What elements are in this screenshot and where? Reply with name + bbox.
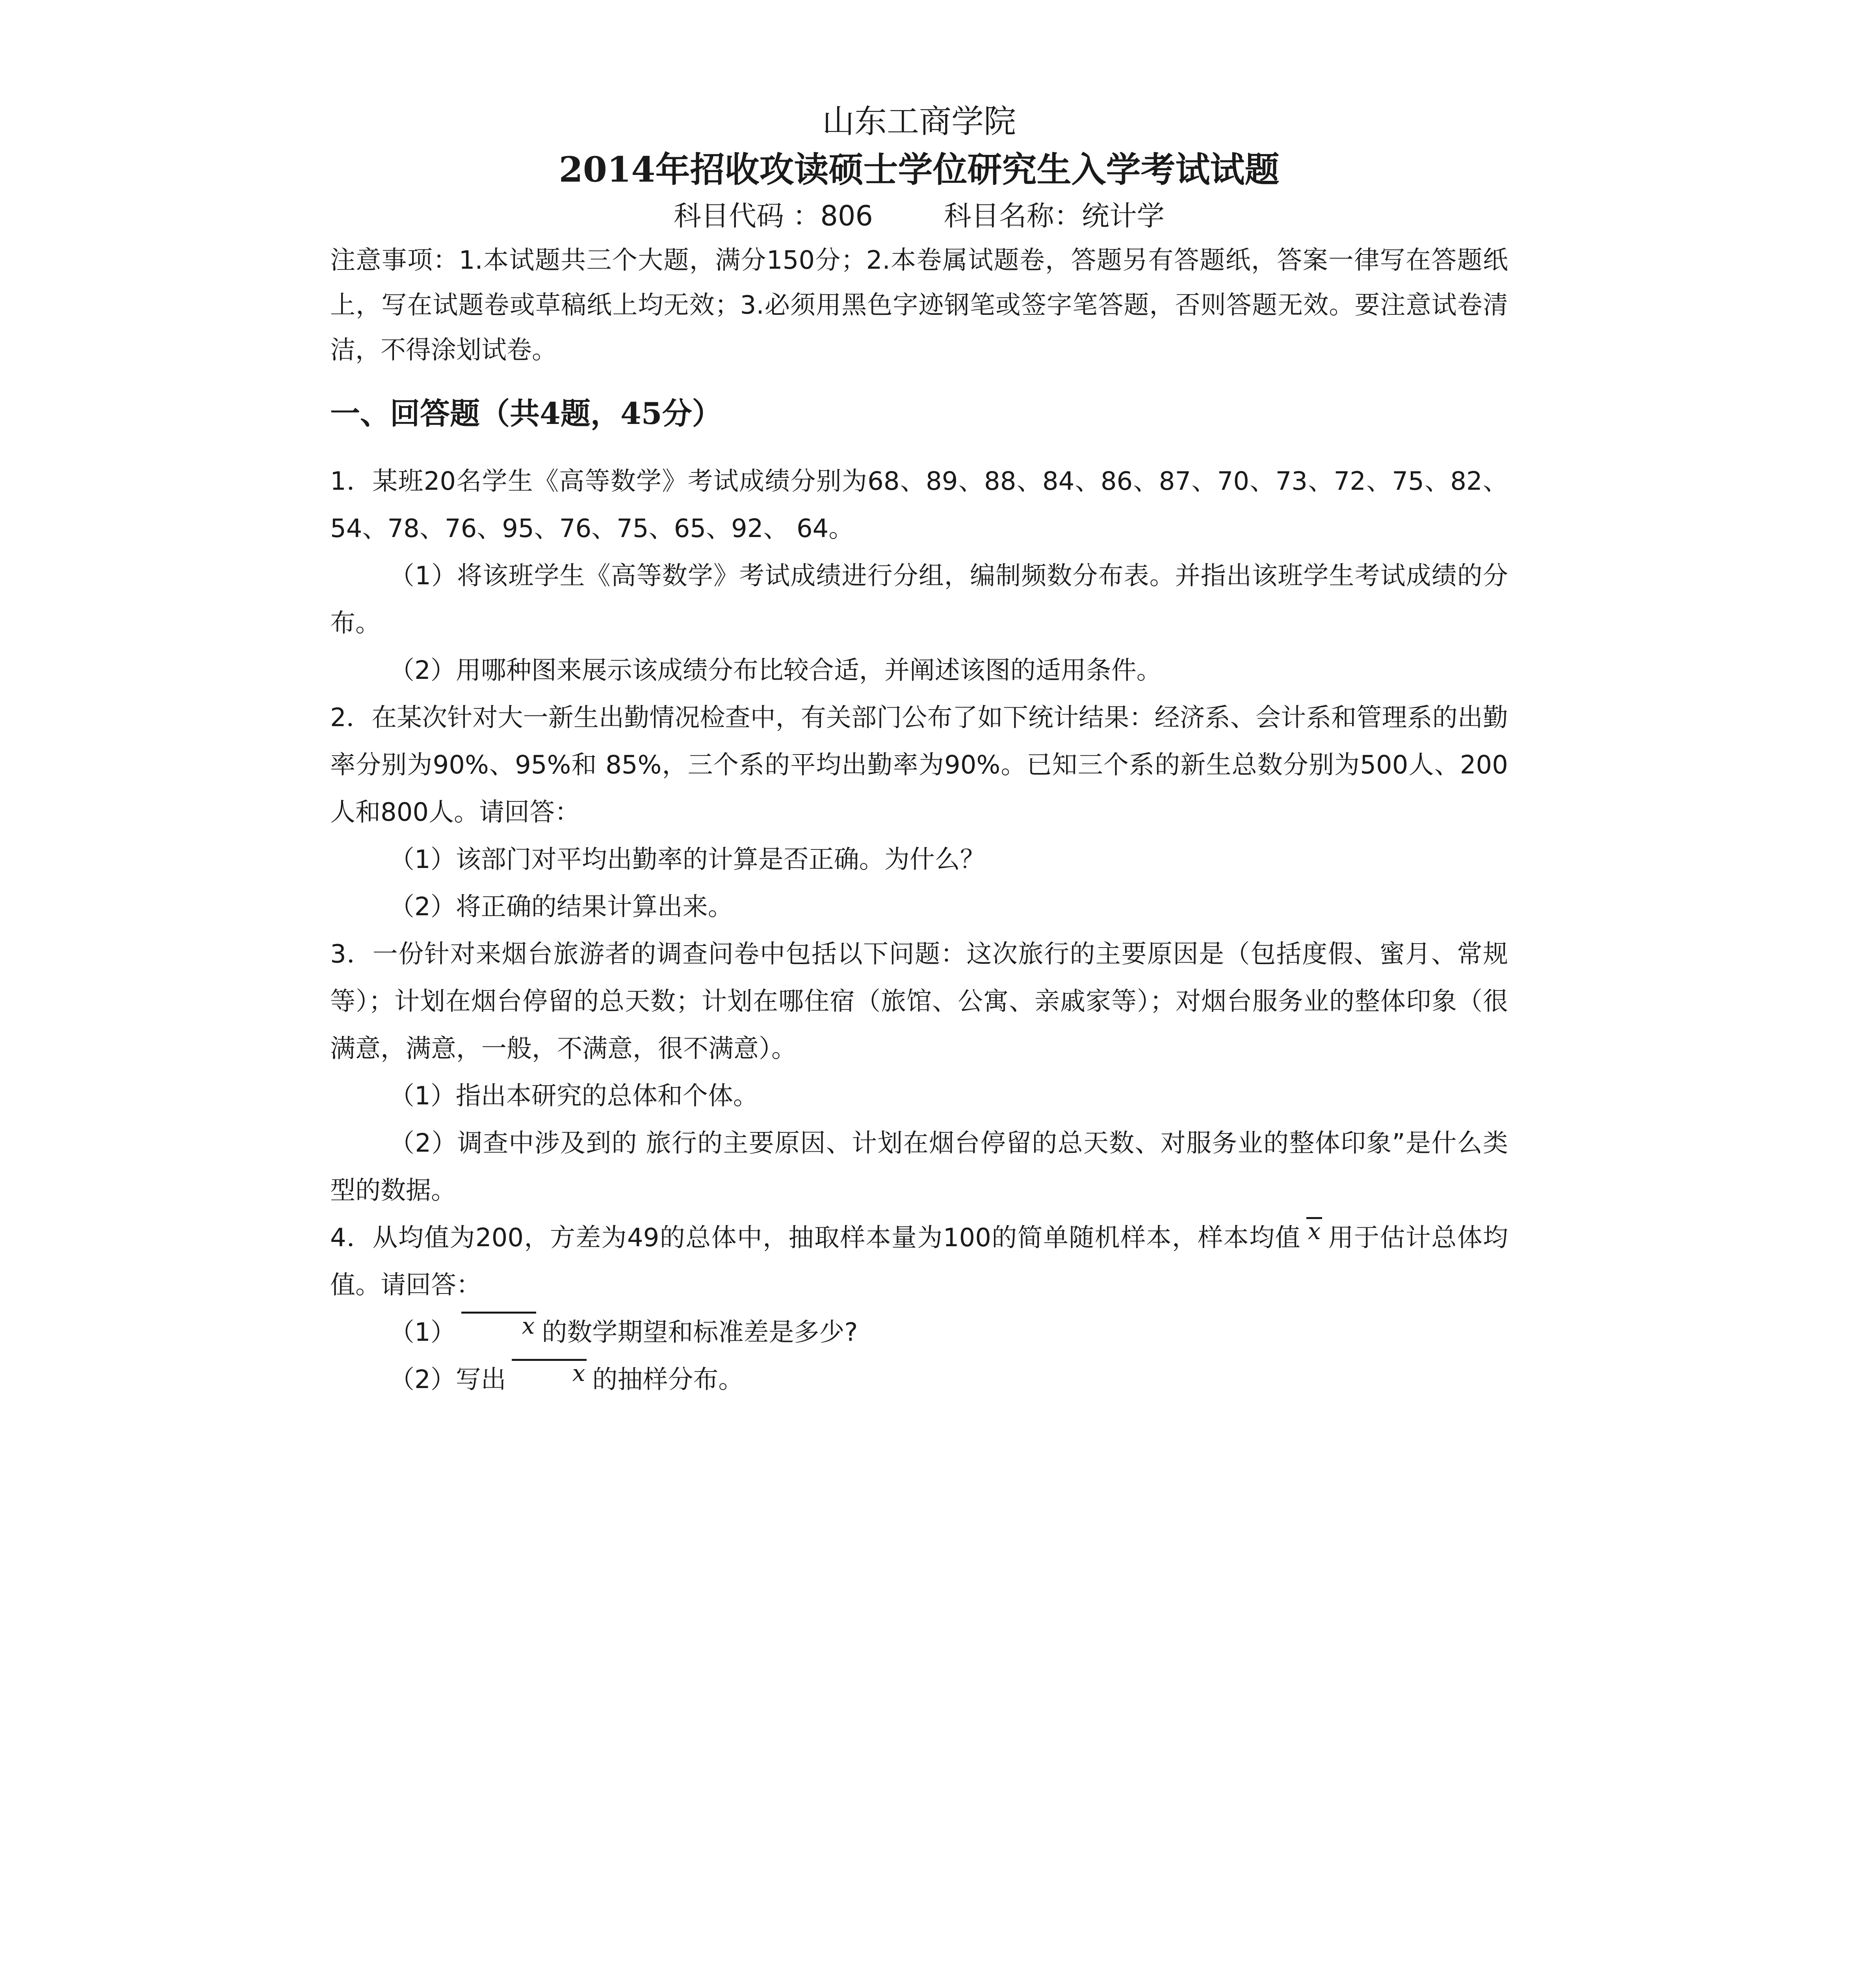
- question-3-part-1: （1）指出本研究的总体和个体。: [389, 1082, 758, 1111]
- school-name: 山东工商学院: [822, 103, 1016, 140]
- exam-content: [330, 98, 1508, 1403]
- question-3-stem: 3．一份针对来烟台旅游者的调查问卷中包括以下问题：这次旅行的主要原因是（包括度假、蜜月、常规等）；计划在烟台停留的总天数；计划在哪住宿（旅馆、公寓、亲戚家等）；对烟台服务业的整体印象（很满意，满意，一般，不满意，很不满意）。: [330, 940, 1508, 1063]
- question-4-part-2-prefix: （2）写出: [389, 1365, 506, 1394]
- question-4-part-1-suffix: 的数学期望和标准差是多少?: [542, 1318, 858, 1347]
- sample-mean-symbol: x: [461, 1312, 537, 1337]
- question-2-part-2: （2）将正确的结果计算出来。: [389, 892, 733, 922]
- question-1-part-2: （2）用哪种图来展示该成绩分布比较合适，并阐述该图的适用条件。: [389, 656, 1162, 685]
- question-2-stem: 2．在某次针对大一新生出勤情况检查中，有关部门公布了如下统计结果：经济系、会计系和管理系的出勤率分别为90%、95%和 85%，三个系的平均出勤率为90%。已知三个系的新生总数分别为500人、200人和800人。请回答：: [330, 703, 1508, 827]
- question-1-stem: 1．某班20名学生《高等数学》考试成绩分别为68、89、88、84、86、87、70、73、72、75、82、54、78、76、95、76、75、65、92、 64。: [330, 467, 1508, 543]
- subject-code: 科目代码 ：806: [674, 200, 873, 232]
- subject-info: [330, 194, 1508, 238]
- sample-mean-symbol: x: [512, 1359, 587, 1385]
- subject-name: 科目名称：统计学: [944, 200, 1165, 232]
- sample-mean-symbol: x: [1306, 1217, 1322, 1243]
- question-4-stem-before: 4．从均值为200，方差为49的总体中，抽取样本量为100的简单随机样本，样本均值: [330, 1223, 1301, 1253]
- question-4-stem-after: 用于估计总体均值。请回答：: [330, 1223, 1508, 1300]
- exam-notice: 注意事项：1.本试题共三个大题，满分150分；2.本卷属试题卷，答题另有答题纸，答案一律写在答题纸上，写在试题卷或草稿纸上均无效；3.必须用黑色字迹钢笔或签字笔答题，否则答题无效。要注意试卷清洁，不得涂划试卷。: [330, 246, 1508, 365]
- question-4-part-1-prefix: （1）: [389, 1318, 456, 1347]
- question-4-part-2-suffix: 的抽样分布。: [592, 1365, 744, 1394]
- question-3-part-2: （2）调查中涉及到的 旅行的主要原因、计划在烟台停留的总天数、对服务业的整体印象”是什么类型的数据。: [330, 1129, 1508, 1205]
- question-1-part-1: （1）将该班学生《高等数学》考试成绩进行分组，编制频数分布表。并指出该班学生考试成绩的分布。: [330, 561, 1508, 638]
- question-2-part-1: （1）该部门对平均出勤率的计算是否正确。为什么？: [389, 845, 985, 874]
- question-4-stem: [330, 1214, 1508, 1309]
- question-4-part-1: [330, 1309, 1508, 1356]
- question-4-part-2: [330, 1356, 1508, 1403]
- section-heading: 一、回答题（共4题，45分）: [330, 396, 722, 431]
- exam-title: 2014年招收攻读硕士学位研究生入学考试试题: [559, 149, 1280, 190]
